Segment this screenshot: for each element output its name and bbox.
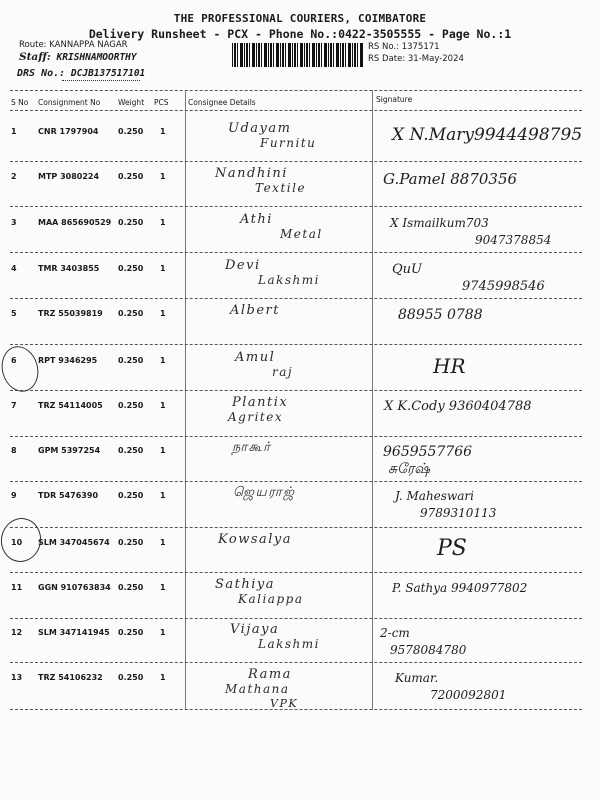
row-weight: 0.250 [118,491,144,500]
row-consignee-handwriting: Agritex [228,410,284,424]
row-signature: PS [437,536,467,561]
row-separator [10,206,582,207]
row-signature: P. Sathya 9940977802 [392,581,528,595]
row-pcs: 1 [160,538,166,547]
row-sno: 9 [11,491,17,500]
row-consignee-handwriting: Rama [248,667,292,682]
row-sno: 1 [11,127,17,136]
row-pcs: 1 [160,446,166,455]
col-divider [372,90,373,710]
pen-circle-mark [0,515,45,565]
row-sno: 7 [11,401,17,410]
row-sno: 8 [11,446,17,455]
row-signature: 7200092801 [430,688,507,702]
row-weight: 0.250 [118,172,144,181]
row-separator [10,709,582,710]
row-separator [10,527,582,528]
row-consignee-handwriting: Kowsalya [218,532,292,547]
row-consignee-handwriting: raj [272,365,294,379]
row-consignment-no: GPM 5397254 [38,446,101,455]
row-consignee-handwriting: Kaliappa [238,592,304,606]
row-signature: 9789310113 [420,506,497,520]
row-separator [10,572,582,573]
row-weight: 0.250 [118,218,144,227]
row-sno: 6 [11,356,17,365]
row-consignment-no: TMR 3403855 [38,264,100,273]
drs-line [17,68,145,79]
row-signature: 9745998546 [462,279,545,294]
row-consignee-handwriting: Metal [280,227,323,241]
row-weight: 0.250 [118,583,144,592]
drs-label: DRS No.: [17,68,66,79]
row-separator [10,618,582,619]
row-signature: J. Maheswari [395,489,474,503]
row-signature: HR [433,354,466,378]
rs-date-label: RS Date: [368,54,406,64]
header-bottom-rule [10,110,582,111]
row-separator [10,298,582,299]
row-consignee-handwriting: VPK [270,697,299,710]
row-separator [10,161,582,162]
row-weight: 0.250 [118,401,144,410]
row-consignee-handwriting: Nandhini [215,166,288,181]
staff-value: KRISHNAMOORTHY [56,52,137,63]
col-header-weight: Weight [118,98,145,107]
row-separator [10,252,582,253]
row-consignee-handwriting: Lakshmi [258,637,320,651]
row-consignment-no: SLM 347141945 [38,628,110,637]
route-value: KANNAPPA NAGAR [49,40,128,50]
row-consignment-no: TRZ 54106232 [38,673,103,682]
row-separator [10,436,582,437]
row-pcs: 1 [160,673,166,682]
row-sno: 11 [11,583,23,592]
row-signature: X Ismailkum703 [390,216,489,230]
row-sno: 10 [11,538,23,547]
row-consignment-no: MAA 865690529 [38,218,112,227]
row-signature: 88955 0788 [398,307,483,323]
row-signature: 9578084780 [390,643,467,657]
row-consignee-handwriting: Amul [235,350,276,365]
row-separator [10,390,582,391]
row-consignment-no: TDR 5476390 [38,491,99,500]
row-consignment-no: RPT 9346295 [38,356,98,365]
row-consignee-handwriting: Textile [255,181,307,195]
row-consignee-handwriting: Albert [230,303,280,318]
row-separator [10,344,582,345]
row-pcs: 1 [160,309,166,318]
row-consignee-handwriting: ஜெயராஜ் [233,485,296,500]
drs-underline [62,80,140,81]
rs-no-line [368,42,440,52]
barcode [232,43,364,67]
row-consignee-handwriting: Udayam [228,121,292,136]
row-signature: 2-cm [380,626,410,640]
row-consignment-no: TRZ 55039819 [38,309,103,318]
row-consignee-handwriting: Furnitu [260,136,317,150]
staff-line [19,51,137,63]
rs-no-label: RS No.: [368,42,399,52]
row-signature: Kumar. [395,671,439,685]
row-pcs: 1 [160,218,166,227]
col-divider [185,90,186,710]
row-pcs: 1 [160,127,166,136]
row-pcs: 1 [160,172,166,181]
row-signature: QuU [392,262,422,277]
row-consignee-handwriting: Vijaya [230,622,280,637]
row-pcs: 1 [160,401,166,410]
col-header-sno: S No [11,98,29,107]
col-header-signature: Signature [376,95,413,104]
runsheet-title: THE PROFESSIONAL COURIERS, COIMBATORE [173,12,427,25]
row-consignee-handwriting: Devi [225,258,261,273]
row-weight: 0.250 [118,673,144,682]
row-separator [10,662,582,663]
row-signature: X K.Cody 9360404788 [384,399,532,414]
rs-date-value: 31-May-2024 [407,54,464,64]
row-consignee-handwriting: நாகூர் [232,440,272,455]
header-top-rule [10,90,582,91]
rs-no-value: 1375171 [401,42,440,52]
row-signature: 9659557766 [383,444,473,460]
row-consignment-no: TRZ 54114005 [38,401,103,410]
col-header-pcs: PCS [154,98,169,107]
row-weight: 0.250 [118,356,144,365]
row-pcs: 1 [160,356,166,365]
row-signature: 9047378854 [475,233,552,247]
row-sno: 2 [11,172,17,181]
row-weight: 0.250 [118,127,144,136]
runsheet-subtitle: Delivery Runsheet - PCX - Phone No.:0422-3505555 - Page No.:1 [88,27,512,41]
row-sno: 3 [11,218,17,227]
drs-value: DCJB137517101 [70,68,146,79]
row-pcs: 1 [160,583,166,592]
row-pcs: 1 [160,264,166,273]
row-signature: G.Pamel 8870356 [383,170,518,188]
row-consignee-handwriting: Lakshmi [258,273,320,287]
row-consignment-no: SLM 347045674 [38,538,110,547]
row-pcs: 1 [160,491,166,500]
row-consignee-handwriting: Sathiya [215,577,276,592]
row-weight: 0.250 [118,446,144,455]
col-header-consignee: Consignee Details [188,98,256,107]
rs-date-line [368,54,464,64]
pen-circle-mark [0,342,43,396]
row-weight: 0.250 [118,628,144,637]
row-pcs: 1 [160,628,166,637]
row-weight: 0.250 [118,538,144,547]
row-consignee-handwriting: Plantix [232,395,289,410]
row-weight: 0.250 [118,264,144,273]
row-separator [10,481,582,482]
row-consignment-no: GGN 910763834 [38,583,111,592]
row-signature: X N.Mary9944498795 [392,125,583,145]
row-sno: 4 [11,264,17,273]
row-consignment-no: MTP 3080224 [38,172,100,181]
row-consignee-handwriting: Mathana [225,682,290,696]
route-label: Route: [19,40,47,50]
row-sno: 13 [11,673,23,682]
row-weight: 0.250 [118,309,144,318]
col-header-consignment: Consignment No [38,98,101,107]
row-sno: 5 [11,309,17,318]
row-consignment-no: CNR 1797904 [38,127,99,136]
staff-label: Staff: [19,51,51,63]
row-consignee-handwriting: Athi [240,212,273,227]
route-line [19,40,128,50]
row-sno: 12 [11,628,23,637]
row-signature: சுரேஷ் [388,461,430,477]
